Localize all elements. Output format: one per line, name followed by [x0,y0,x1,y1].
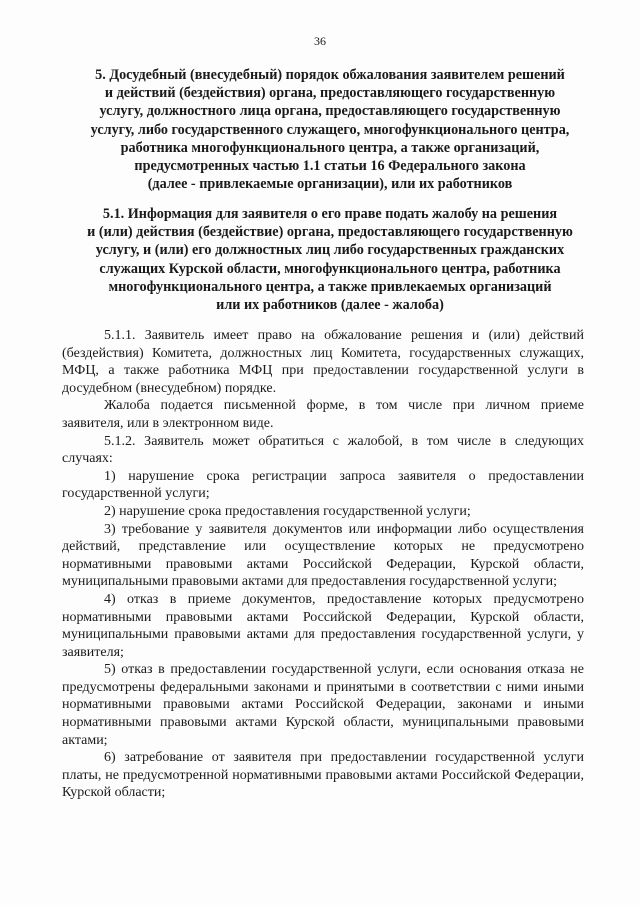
list-item-3: 3) требование у заявителя документов или информации либо осуществления действий, представление или осуществление которых не предусмотрено нормативными правовыми актами Российской Федерации, Курской области, муниципальными правовыми актами для предоставления государственной услуги; [62,521,584,590]
list-item-1: 1) нарушение срока регистрации запроса заявителя о предоставлении государственной услуги; [62,468,584,502]
list-item-2: 2) нарушение срока предоставления государственной услуги; [104,503,471,519]
document-body [62,327,584,802]
section-5-heading-line: 5. Досудебный (внесудебный) порядок обжалования заявителем решений [95,67,565,83]
section-5-1-heading-line: и (или) действия (бездействие) органа, предоставляющего государственную [87,224,573,241]
section-5-heading-line: услугу, должностного лица органа, предоставляющего государственную [99,103,561,120]
section-5-heading-line: услугу, либо государственного служащего, многофункционального центра, [90,121,570,138]
section-5-1-heading-line: 5.1. Информация для заявителя о его праве подать жалобу на решения [102,206,558,222]
section-5-1-heading-line: или их работников (далее - жалоба) [216,297,444,314]
paragraph-complaint-form: Жалоба подается письменной форме, в том числе при личном приеме заявителя, или в электронном виде. [62,398,584,431]
paragraph-5-1-1: 5.1.1. Заявитель имеет право на обжалование решения и (или) действий (бездействия) Комитета, должностных лиц Комитета, государственных служащих, МФЦ, а также работника МФЦ при предоставлении государственной услуги в досудебном (внесудебном) порядке. [62,328,584,396]
section-5-heading-line: и действий (бездействия) органа, предоставляющего государственную [104,85,556,102]
list-item-5: 5) отказ в предоставлении государственной услуги, если основания отказа не предусмотрены федеральными законами и принятыми в соответствии с ними иными нормативными правовыми актами Российской Федерации, законами и иными нормативными правовыми актами Курской области, муниципальными правовыми актами; [62,662,584,748]
section-5-heading-line: (далее - привлекаемые организации), или их работников [147,176,513,193]
section-5-1-heading-line: многофункционального центра, а также привлекаемых организаций [108,278,552,295]
paragraph-5-1-2: 5.1.2. Заявитель может обратиться с жалобой, в том числе в следующих случаях: [62,433,584,467]
section-5-1-heading-line: услугу, и (или) его должностных лиц либо государственных гражданских [95,242,565,259]
section-5-1-heading [70,205,590,314]
section-5-heading-line: предусмотренных частью 1.1 статьи 16 Федерального закона [134,158,526,175]
list-item-4: 4) отказ в приеме документов, предоставление которых предусмотрено нормативными правовыми актами Российской Федерации, Курской области, муниципальными правовыми актами для предоставления государственной услуги, у заявителя; [62,591,584,660]
section-5-heading [70,66,590,193]
page-number: 36 [314,34,326,48]
section-5-heading-line: работника многофункционального центра, а также организаций, [120,139,540,156]
section-5-1-heading-line: служащих Курской области, многофункционального центра, работника [99,260,561,277]
list-item-6: 6) затребование от заявителя при предоставлении государственной услуги платы, не предусмотренной нормативными правовыми актами Российской Федерации, Курской области; [62,750,584,801]
